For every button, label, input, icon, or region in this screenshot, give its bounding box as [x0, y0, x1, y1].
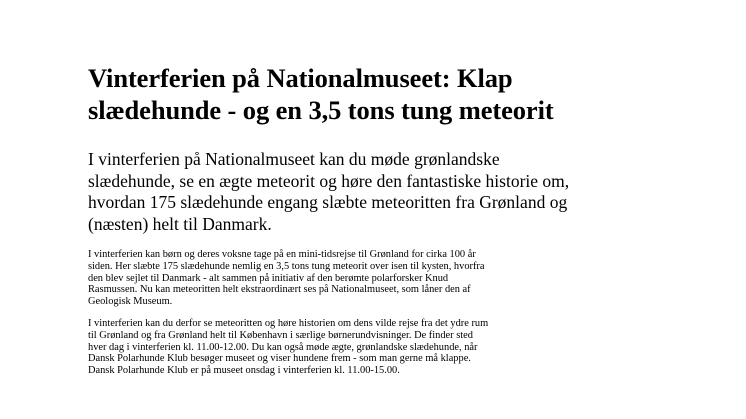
lead-line: hvordan 175 slædehunde engang slæbte meteoritten fra Grønland og — [88, 192, 568, 213]
body-line: Rasmussen. Nu kan meteoritten helt ekstraordinært ses på Nationalmuseet, som låner den af — [88, 284, 471, 296]
lead-paragraph — [88, 149, 688, 235]
lead-line: slædehunde, se en ægte meteorit og høre den fantastiske historie om, — [88, 170, 570, 191]
body-line: Dansk Polarhunde Klub er på museet onsdag i vinterferien kl. 11.00-15.00. — [88, 364, 400, 376]
body-line: den blev sejlet til Danmark - alt sammen på initiativ af den berømte polarforsker Knud — [88, 272, 449, 284]
headline-line: Vinterferien på Nationalmuseet: Klap — [88, 63, 513, 93]
body-paragraph — [88, 318, 688, 376]
lead-line: I vinterferien på Nationalmuseet kan du møde grønlandske — [88, 149, 500, 169]
body-line: I vinterferien kan du derfor se meteoritten og høre historien om dens vilde rejse fra det ydre rum — [88, 318, 489, 330]
body-line: til Grønland og fra Grønland helt til København i særlige børnerundvisninger. De finder sted — [88, 329, 473, 341]
body-line: Geologisk Museum. — [88, 295, 173, 307]
body-line: hver dag i vinterferien kl. 11.00-12.00. Du kan også møde ægte, grønlandske slædehunde, når — [88, 341, 478, 353]
body-line: I vinterferien kan børn og deres voksne tage på en mini-tidsrejse til Grønland for cirka 100 år — [88, 249, 476, 261]
headline-line: slædehunde - og en 3,5 tons tung meteorit — [88, 95, 554, 125]
body-line: Dansk Polarhunde Klub besøger museet og viser hundene frem - som man gerne må klappe. — [88, 353, 471, 365]
lead-line: (næsten) helt til Danmark. — [88, 213, 272, 234]
body-paragraph — [88, 249, 688, 307]
body-line: siden. Her slæbte 175 slædehunde nemlig en 3,5 tons tung meteorit over isen til kysten, hvorfra — [88, 260, 485, 272]
article — [88, 62, 688, 376]
headline — [88, 62, 688, 126]
